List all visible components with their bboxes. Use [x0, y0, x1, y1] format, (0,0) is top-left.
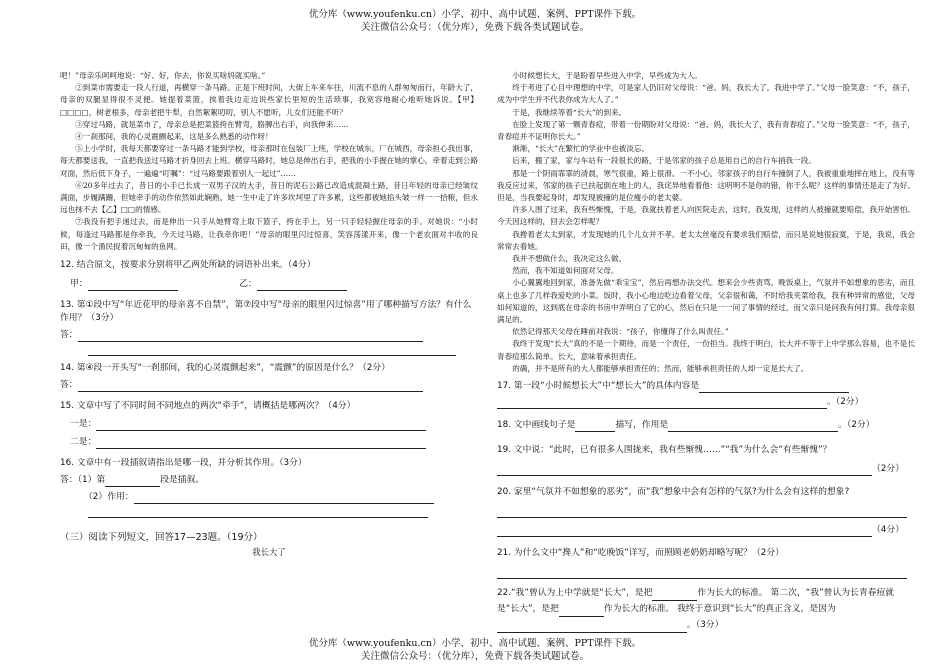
answer-line[interactable] [78, 341, 423, 342]
passage-paragraph: 后来，搬了家，家与车站有一段很长的路，于是邻家的孩子总是用自己的自行车捎我一段。 [512, 156, 816, 166]
passage-paragraph: ⑥20多年过去了，昔日的小手已长成一双男子汉的大手，昔日的泥石公路已改造成混凝土路，昔日年轻的母亲已经皱纹满面，步履蹒跚，但她牵手的动作依然如此娴熟。她一生中走了许多坎坷里了许多累，这些都被她掐头皱一样一一拾粮，但永远也抹不去【乙】□□的情感。 [60, 180, 478, 215]
section-heading: （三）阅读下列短文，回答17—23题。（19分） [60, 532, 263, 544]
question-16: 16. 文章中有一段插叙请指出是哪一段，并分析其作用。（3分） [60, 458, 307, 469]
passage-paragraph: 小心翼翼地回到家，准备先做“乖宝宝”，然后再想办法交代。想来会少些责骂。晚饭桌上，气氛并不如想象的恶劣，而且桌上也多了几样我爱吃的小菜。饭时，我小心地边吃边看着父母，父亲很和蔼，不时给我夹菜给我，我有种异常的感觉，父母如何知道的，这到底在母亲的书房中弄明白了它的心，然后在只是一一问了事情的经过，而父亲只是问我有何打算。我母亲很满足的。 [497, 278, 915, 325]
answer-line[interactable] [497, 568, 907, 579]
answer-blank-paragraph[interactable] [105, 486, 160, 487]
passage-paragraph: 我终于发现“长大”真的不是一个期待，而是一个责任，一份担当。我终于明白，长大并不等于上中学那么容易，也不是长青春痘那么简单。长大，意味着承担责任。 [497, 339, 915, 361]
passage-paragraph: ③穿过马路，就是菜市了，母亲总是把菜篮挎在臂弯，胳膊出右手，向我伸来…… [75, 119, 349, 129]
header-line-1: 优分库（www.youfenku.cn）小学、初中、高中试题、案例、PPT课件下载。 [308, 9, 642, 20]
passage-paragraph: 许多人围了过来，我有些惭愧，于是，我就扶着老人向医院走去，这时，我发现，这样的人被撞就要赔偿，我开始害怕。今天因这样的，回去会怎样呢？ [497, 205, 915, 227]
passage-title: 我长大了 [252, 547, 286, 558]
question-21: 21. 为什么文中“搀人”和“吃晚饭”详写，而照顾老奶奶却略写呢？（2分） [497, 548, 784, 559]
answer-blank-yi[interactable] [257, 290, 347, 291]
header-line-2: 关注微信公众号：（优分库），免费下载各类试题试卷。 [360, 22, 589, 33]
footer-line-2: 关注微信公众号：（优分库），免费下载各类试题试卷。 [360, 651, 589, 662]
passage-paragraph: 小时候想长大，于是盼着早些进入中学，早些成为大人。 [512, 71, 703, 80]
answer-line[interactable] [96, 430, 426, 431]
underlined-paragraph: 那是一个阴雨霏霏的清晨，寒气很重，路上很滑。一不小心，邻家孩子的自行车撞倒了人，我被重重地摔在地上，没有等我反应过来，邻家的孩子已扶起倒在地上的人，我诧异地看着他：这明明不是你的错，你干么呢？这样的事情还是走了为好。但是，当我要起身时，却发现被撞的是位瘦小的老太婆。 [497, 168, 915, 203]
passage-paragraph: 在脸上发现了第一颗青春痘，带着一份期盼对父母说：“爸、妈，我长大了，我有青春痘了。”父母一脸笑意：“不，孩子，青春痘并不证明你长大。” [497, 119, 915, 142]
answer-line-12: 甲： 乙： [70, 278, 478, 291]
passage-paragraph: 依然记得那天父母在睡前对我说：“孩子，你懂得了什么叫责任。” [512, 327, 729, 337]
question-20: 20. 家里“气氛并不如想象的恶劣”，而“我”想象中会有怎样的气氛?为什么会有这样的想象? [497, 487, 850, 498]
answer-line[interactable] [134, 503, 434, 504]
answer-line[interactable] [497, 632, 687, 633]
answer-line[interactable] [96, 448, 426, 449]
passage-paragraph: 然而，我不知道如何面对父母。 [512, 266, 619, 276]
passage-paragraph: 的确，并不是所有的大人都能够承担责任的；然而，能够承担责任的人却一定是长大了。 [512, 363, 809, 373]
answer-blank[interactable] [652, 600, 697, 601]
question-19: 19. 文中说：“此时，已有很多人围拢来，我有些惭愧……”“我”为什么会“有些惭愧”？ [497, 445, 832, 456]
question-18: 18. 文中画线句子是 描写，作用是 。（2分） [497, 420, 875, 431]
left-column: 吧！”母亲乐呵呵地说：“好、好，你去，你说买啥妈就买啥。” ②到菜市需要走一段人行道，再横穿一条马路。正是下班时间，大街上车来车往，川流不息的人群匆匆而行，年龄大了，母亲的双腿显得很不灵便。她提着菜篮，挨着我边走边说些家长里短的生活琐事，我宽容地耐心地听她诉说。【甲】□□□□，树老根多，母亲老把牛犁，自然絮絮叨叨，别人不愿听，儿女们还能不听？ ③穿过马路，就是菜市了，母亲总是把菜篮挎在臂弯，胳膊出右手，向我伸来…… ④一刹那间，我的心灵震颤起来，这是多么熟悉的动作呀！ ⑤上小学时，我每天都要穿过一条马路才能到学校，母亲那时在包装厂上班，学校在城东，厂在城西，母亲担心我出事，每天都要送我，一直把我送过马路才折身回去上班。横穿马路时，她总是伸出右手，把我的小手握在她的掌心，牵着走到公路对面，然后低下身子，一遍遍“叮嘱”：“过马路要跟着别人一起过”…… ⑥20多年过去了，昔日的小手已长成一双男子汉的大手，昔日的泥石公路已改造成混凝土路，昔日年轻的母亲已经皱纹满面，步履蹒跚，但她牵手的动作依然如此娴熟。她一生中走了许多坎坷里了许多累，这些都被她掐头皱一样一一拾粮，但永远也抹不去【乙】□□的情感。 ⑦我没有把手递过去，而是伸出一只手从她臂弯上取下篮子，挎在手上，另一只手轻轻握住母亲的手。对她说：“小时候，每逢过马路都是你牵我，今天过马路，让我牵你吧！”母亲的眼里闪过惊喜，笑容荡漾开来，像一个老农面对丰收的良田，像一个渔民捉着沉甸甸的鱼网。 12. 结合原文，按要求分别将甲乙两处所缺的词语补出来。（4分） 甲： 乙： 13. 第①段中写“年近花甲的母亲喜不自禁”，第⑦段中写“母亲的眼里闪过惊喜”用了哪种描写方法？有什么作用？（3分） 答： 14. 第④段一开头写“一刹那间，我的心灵震颤起来”，“震颤”的原因是什么？（2分） 答： 15. 文章中写了不同时间不同地点的两次“牵手”，请概括是哪两次？（4分） 一是： 二是： 16. 文章中有一段插叙请指出是哪一段，并分析其作用。（3分） 答：（1）第 段是插叙。 （2）作用： （三）阅读下列短文，回答17—23题。（19分） 我长大了 [60, 71, 478, 558]
footer-line-1: 优分库（www.youfenku.cn）小学、初中、高中试题、案例、PPT课件下载。 [308, 638, 642, 649]
page-footer [0, 637, 950, 663]
answer-blank[interactable] [559, 616, 604, 617]
answer-line[interactable] [497, 507, 907, 518]
passage-paragraph: 吧！”母亲乐呵呵地说：“好、好，你去，你说买啥妈就买啥。” [60, 71, 266, 80]
passage-paragraph: ④一刹那间，我的心灵震颤起来，这是多么熟悉的动作呀！ [75, 132, 273, 142]
question-14: 14. 第④段一开头写“一刹那间，我的心灵震颤起来”，“震颤”的原因是什么？（2分） [60, 363, 391, 374]
passage-paragraph: ⑦我没有把手递过去，而是伸出一只手从她臂弯上取下篮子，挎在手上，另一只手轻轻握住母亲的手。对她说：“小时候，每逢过马路都是你牵我，今天过马路，让我牵你吧！”母亲的眼里闪过惊喜，笑容荡漾开来，像一个老农面对丰收的良田，像一个渔民捉着沉甸甸的鱼网。 [60, 217, 478, 251]
passage-paragraph: ⑤上小学时，我每天都要穿过一条马路才能到学校，母亲那时在包装厂上班，学校在城东，厂在城西，母亲担心我出事，每天都要送我，一直把我送过马路才折身回去上班。横穿马路时，她总是伸出右手，把我的小手握在她的掌心，牵着走到公路对面，然后低下身子，一遍遍“叮嘱”：“过马路要跟着别人一起过”…… [60, 144, 478, 178]
passage-paragraph: 于是，我继续等着“长大”的到来。 [512, 107, 627, 117]
right-column: 小时候想长大，于是盼着早些进入中学，早些成为大人。 终于考进了心目中理想的中学，可是家人仍旧对父母说：“爸、妈，我长大了，我进中学了。”父母一脸笑意：“不，孩子，成为中学生并不代表你成为大人了。” 于是，我继续等着“长大”的到来。 在脸上发现了第一颗青春痘，带着一份期盼对父母说：“爸、妈，我长大了，我有青春痘了。”父母一脸笑意：“不，孩子，青春痘并不证明你长大。” 渐渐，“长大”在繁忙的学业中也被淡忘。 后来，搬了家，家与车站有一段很长的路，于是邻家的孩子总是用自己的自行车捎我一段。 那是一个阴雨霏霏的清晨，寒气很重，路上很滑。一不小心，邻家孩子的自行车撞倒了人，我被重重地摔在地上，没有等我反应过来，邻家的孩子已扶起倒在地上的人，我诧异地看着他：这明明不是你的错，你干么呢？这样的事情还是走了为好。但是，当我要起身时，却发现被撞的是位瘦小的老太婆。 许多人围了过来，我有些惭愧，于是，我就扶着老人向医院走去，这时，我发现，这样的人被撞就要赔偿，我开始害怕。今天因这样的，回去会怎样呢？ 我搀着老太太到家，才发现她的几个儿女并不孝。老太太丝毫没有要求我们赔偿，而只是说她很寂寞，于是，我说，我会常常去看她。 我并不想做什么，我决定这么做。 然而，我不知道如何面对父母。 小心翼翼地回到家，准备先做“乖宝宝”，然后再想办法交代。想来会少些责骂。晚饭桌上，气氛并不如想象的恶劣，而且桌上也多了几样我爱吃的小菜。饭时，我小心地边吃边看着父母，父亲很和蔼，不时给我夹菜给我，我有种异常的感觉，父母如何知道的，这到底在母亲的书房中弄明白了它的心，然后在只是一一问了事情的经过，而父亲只是问我有何打算。我母亲很满足的。 依然记得那天父母在睡前对我说：“孩子，你懂得了什么叫责任。” 我终于发现“长大”真的不是一个期待，而是一个责任，一份担当。我终于明白，长大并不等于上中学那么容易，也不是长青春痘那么简单。长大，意味着承担责任。 的确，并不是所有的大人都能够承担责任的；然而，能够承担责任的人却一定是长大了。 17. 第一段“小时候想长大”中“想长大”的具体内容是 。（2分） 18. 文中画线句子是 描写，作用是 。（2分） 19. 文中说：“此时，已有很多人围拢来，我有些惭愧……”“我”为什么会“有些惭愧”？ （2分） 20. 家里“气氛并不如想象的恶劣”，而“我”想象中会有怎样的气氛?为什么会有这样的想象? （4分） 21. 为什么文中“搀人”和“吃晚饭”详写，而照顾老奶奶却略写呢？（2分） 22.“我”曾认为上中学就是“长大”，是把 作为长大的标准。 第二次，“我”曾认为长青春痘就是“长大”，是把 作为长大的标准。 我终于意识到“长大”的真正含义，是因为。（3分） [497, 70, 915, 633]
passage-paragraph: 渐渐，“长大”在繁忙的学业中也被淡忘。 [512, 144, 650, 154]
question-13: 13. 第①段中写“年近花甲的母亲喜不自禁”，第⑦段中写“母亲的眼里闪过惊喜”用了哪种描写方法？有什么作用？（3分） [60, 300, 472, 324]
answer-line[interactable] [497, 475, 872, 476]
question-22: 22.“我”曾认为上中学就是“长大”，是把 作为长大的标准。 第二次，“我”曾认为长青春痘就是“长大”，是把 作为长大的标准。 我终于意识到“长大”的真正含义，是因为。（3分） [497, 585, 915, 633]
answer-blank-jia[interactable] [88, 290, 178, 291]
answer-line[interactable] [88, 507, 428, 518]
question-15: 15. 文章中写了不同时间不同地点的两次“牵手”，请概括是哪两次？（4分） [60, 401, 356, 412]
question-12: 12. 结合原文，按要求分别将甲乙两处所缺的词语补出来。（4分） [60, 260, 316, 271]
answer-line[interactable] [497, 408, 827, 409]
answer-line[interactable] [699, 392, 849, 393]
answer-line[interactable] [497, 536, 872, 537]
passage-paragraph: 终于考进了心目中理想的中学，可是家人仍旧对父母说：“爸、妈，我长大了，我进中学了。”父母一脸笑意：“不，孩子，成为中学生并不代表你成为大人了。” [497, 83, 915, 105]
answer-line[interactable] [668, 431, 838, 432]
passage-paragraph: 我并不想做什么，我决定这么做。 [512, 254, 627, 264]
passage-paragraph: 我搀着老太太到家，才发现她的几个儿女并不孝。老太太丝毫没有要求我们赔偿，而只是说她很寂寞，于是，我说，我会常常去看她。 [497, 229, 915, 251]
page-header [0, 8, 950, 34]
answer-line[interactable] [88, 345, 456, 356]
answer-blank[interactable] [575, 431, 615, 432]
answer-line[interactable] [78, 391, 423, 392]
passage-paragraph: ②到菜市需要走一段人行道，再横穿一条马路。正是下班时间，大街上车来车往，川流不息的人群匆匆而行，年龄大了，母亲的双腿显得很不灵便。她提着菜篮，挨着我边走边说些家长里短的生活琐事，我宽容地耐心地听她诉说。【甲】□□□□，树老根多，母亲老把牛犁，自然絮絮叨叨，别人不愿听，儿女们还能不听？ [60, 83, 478, 117]
question-17: 17. 第一段“小时候想长大”中“想长大”的具体内容是 [497, 380, 915, 393]
